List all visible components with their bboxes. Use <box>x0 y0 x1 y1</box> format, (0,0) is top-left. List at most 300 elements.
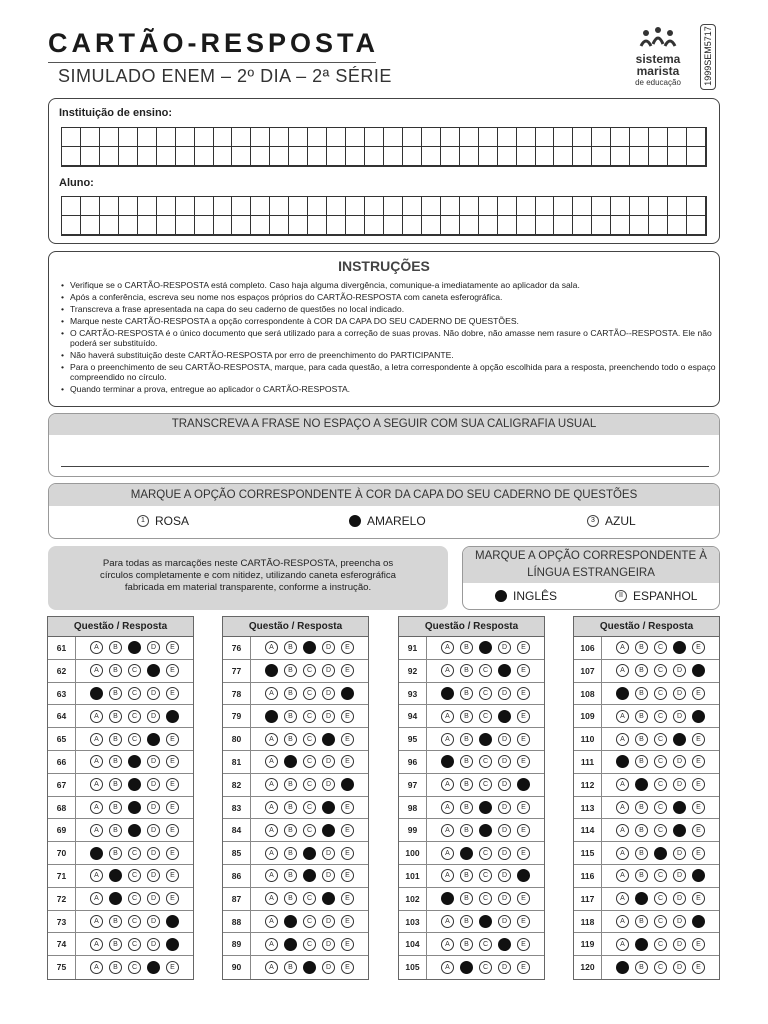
answer-bubble[interactable]: E <box>692 801 705 814</box>
answer-bubble[interactable]: E <box>341 733 354 746</box>
answer-bubble[interactable]: C <box>128 710 141 723</box>
answer-bubble[interactable]: E <box>517 687 530 700</box>
answer-bubble[interactable]: B <box>635 641 648 654</box>
letter-cell[interactable] <box>251 197 270 216</box>
letter-cell[interactable] <box>611 128 630 147</box>
answer-bubble[interactable]: B <box>460 733 473 746</box>
letter-cell[interactable] <box>157 128 176 147</box>
letter-cell[interactable] <box>592 216 611 235</box>
answer-bubble[interactable]: E <box>341 892 354 905</box>
letter-cell[interactable] <box>289 197 308 216</box>
letter-cell[interactable] <box>441 128 460 147</box>
answer-bubble[interactable]: A <box>616 710 629 723</box>
answer-bubble[interactable]: C <box>303 824 316 837</box>
answer-bubble[interactable]: D <box>498 892 511 905</box>
answer-bubble[interactable]: C <box>303 664 316 677</box>
answer-bubble[interactable]: B <box>109 938 122 951</box>
answer-bubble[interactable]: E <box>166 847 179 860</box>
answer-bubble-filled[interactable] <box>166 710 179 723</box>
answer-bubble[interactable]: A <box>441 710 454 723</box>
answer-bubble-filled[interactable] <box>479 641 492 654</box>
letter-cell[interactable] <box>100 147 119 166</box>
answer-bubble[interactable]: E <box>517 961 530 974</box>
answer-bubble[interactable]: A <box>90 892 103 905</box>
letter-cell[interactable] <box>251 216 270 235</box>
letter-cell[interactable] <box>630 147 649 166</box>
answer-bubble[interactable]: E <box>517 824 530 837</box>
answer-bubble[interactable]: A <box>441 733 454 746</box>
answer-bubble[interactable]: D <box>498 869 511 882</box>
answer-bubble[interactable]: E <box>341 664 354 677</box>
answer-bubble[interactable]: B <box>635 824 648 837</box>
answer-bubble[interactable]: D <box>147 915 160 928</box>
answer-bubble-filled[interactable] <box>479 824 492 837</box>
answer-bubble[interactable]: B <box>109 710 122 723</box>
answer-bubble[interactable]: E <box>166 892 179 905</box>
answer-bubble-filled[interactable] <box>692 664 705 677</box>
answer-bubble-filled[interactable] <box>479 915 492 928</box>
answer-bubble[interactable]: E <box>692 824 705 837</box>
answer-bubble[interactable]: A <box>441 915 454 928</box>
answer-bubble[interactable]: D <box>673 664 686 677</box>
cover-option-azul[interactable] <box>587 514 636 528</box>
answer-bubble[interactable]: D <box>673 892 686 905</box>
answer-bubble[interactable]: A <box>265 641 278 654</box>
answer-bubble[interactable]: E <box>517 733 530 746</box>
answer-bubble[interactable]: B <box>460 938 473 951</box>
answer-bubble[interactable]: C <box>654 915 667 928</box>
answer-bubble[interactable]: E <box>517 915 530 928</box>
answer-bubble[interactable]: C <box>128 687 141 700</box>
letter-cell[interactable] <box>573 216 592 235</box>
letter-cell[interactable] <box>403 147 422 166</box>
answer-bubble[interactable]: E <box>166 755 179 768</box>
answer-bubble[interactable]: C <box>654 755 667 768</box>
letter-cell[interactable] <box>460 197 479 216</box>
answer-bubble-filled[interactable] <box>673 733 686 746</box>
answer-bubble-filled[interactable] <box>265 664 278 677</box>
letter-cell[interactable] <box>422 147 441 166</box>
answer-bubble[interactable]: B <box>109 778 122 791</box>
answer-bubble[interactable]: C <box>654 938 667 951</box>
answer-bubble[interactable]: E <box>692 755 705 768</box>
letter-cell[interactable] <box>232 197 251 216</box>
letter-cell[interactable] <box>630 216 649 235</box>
answer-bubble[interactable]: C <box>128 733 141 746</box>
answer-bubble[interactable]: D <box>673 938 686 951</box>
answer-bubble[interactable]: D <box>322 687 335 700</box>
letter-cell[interactable] <box>422 197 441 216</box>
answer-bubble[interactable]: E <box>166 733 179 746</box>
answer-bubble[interactable]: C <box>654 869 667 882</box>
answer-bubble[interactable]: D <box>322 664 335 677</box>
letter-cell[interactable] <box>346 128 365 147</box>
answer-bubble[interactable]: D <box>673 847 686 860</box>
answer-bubble[interactable]: C <box>479 938 492 951</box>
answer-bubble[interactable]: A <box>265 869 278 882</box>
answer-bubble[interactable]: A <box>265 847 278 860</box>
answer-bubble[interactable]: A <box>90 961 103 974</box>
answer-bubble[interactable]: D <box>147 755 160 768</box>
answer-bubble-filled[interactable] <box>498 710 511 723</box>
answer-bubble[interactable]: C <box>654 641 667 654</box>
answer-bubble[interactable]: C <box>479 687 492 700</box>
answer-bubble[interactable]: B <box>284 778 297 791</box>
letter-cell[interactable] <box>611 197 630 216</box>
answer-bubble-filled[interactable] <box>303 847 316 860</box>
answer-bubble[interactable]: D <box>498 801 511 814</box>
letter-cell[interactable] <box>592 147 611 166</box>
letter-cell[interactable] <box>327 216 346 235</box>
letter-cell[interactable] <box>327 147 346 166</box>
answer-bubble[interactable]: E <box>517 710 530 723</box>
answer-bubble[interactable]: B <box>460 892 473 905</box>
answer-bubble[interactable]: A <box>441 824 454 837</box>
answer-bubble-filled[interactable] <box>166 915 179 928</box>
letter-cell[interactable] <box>157 216 176 235</box>
institution-grid[interactable] <box>61 127 707 167</box>
answer-bubble[interactable]: C <box>128 892 141 905</box>
answer-bubble[interactable]: A <box>265 824 278 837</box>
answer-bubble[interactable]: A <box>265 733 278 746</box>
answer-bubble-filled[interactable] <box>673 824 686 837</box>
answer-bubble[interactable]: E <box>341 710 354 723</box>
answer-bubble[interactable]: A <box>616 664 629 677</box>
answer-bubble[interactable]: A <box>616 824 629 837</box>
letter-cell[interactable] <box>157 197 176 216</box>
answer-bubble[interactable]: D <box>322 961 335 974</box>
letter-cell[interactable] <box>81 128 100 147</box>
answer-bubble[interactable]: D <box>673 755 686 768</box>
answer-bubble-filled[interactable] <box>265 710 278 723</box>
letter-cell[interactable] <box>384 197 403 216</box>
letter-cell[interactable] <box>517 216 536 235</box>
answer-bubble[interactable]: E <box>692 778 705 791</box>
answer-bubble-filled[interactable] <box>341 778 354 791</box>
answer-bubble[interactable]: E <box>692 961 705 974</box>
answer-bubble[interactable]: A <box>90 778 103 791</box>
letter-cell[interactable] <box>592 128 611 147</box>
answer-bubble[interactable]: B <box>460 869 473 882</box>
answer-bubble[interactable]: A <box>616 641 629 654</box>
letter-cell[interactable] <box>517 128 536 147</box>
answer-bubble[interactable]: D <box>498 778 511 791</box>
letter-cell[interactable] <box>384 128 403 147</box>
letter-cell[interactable] <box>270 147 289 166</box>
answer-bubble[interactable]: A <box>265 961 278 974</box>
letter-cell[interactable] <box>479 197 498 216</box>
answer-bubble[interactable]: B <box>109 641 122 654</box>
answer-bubble-filled[interactable] <box>673 801 686 814</box>
letter-cell[interactable] <box>195 147 214 166</box>
answer-bubble[interactable]: E <box>166 801 179 814</box>
answer-bubble[interactable]: A <box>441 847 454 860</box>
answer-bubble-filled[interactable] <box>692 869 705 882</box>
letter-cell[interactable] <box>100 128 119 147</box>
letter-cell[interactable] <box>176 147 195 166</box>
answer-bubble[interactable]: D <box>498 824 511 837</box>
answer-bubble[interactable]: D <box>147 847 160 860</box>
answer-bubble[interactable]: C <box>303 755 316 768</box>
letter-cell[interactable] <box>81 216 100 235</box>
answer-bubble[interactable]: A <box>90 938 103 951</box>
answer-bubble[interactable]: D <box>322 755 335 768</box>
answer-bubble[interactable]: B <box>109 687 122 700</box>
letter-cell[interactable] <box>498 216 517 235</box>
answer-bubble[interactable]: D <box>147 938 160 951</box>
letter-cell[interactable] <box>81 147 100 166</box>
answer-bubble[interactable]: A <box>265 755 278 768</box>
answer-bubble-filled[interactable] <box>322 892 335 905</box>
answer-bubble[interactable]: A <box>90 664 103 677</box>
answer-bubble[interactable]: B <box>109 755 122 768</box>
answer-bubble[interactable]: A <box>90 869 103 882</box>
letter-cell[interactable] <box>479 128 498 147</box>
answer-bubble[interactable]: A <box>265 778 278 791</box>
answer-bubble[interactable]: A <box>90 755 103 768</box>
answer-bubble[interactable]: D <box>322 710 335 723</box>
answer-bubble[interactable]: D <box>147 869 160 882</box>
answer-bubble[interactable]: E <box>341 915 354 928</box>
answer-bubble[interactable]: C <box>654 961 667 974</box>
answer-bubble-filled[interactable] <box>322 824 335 837</box>
answer-bubble[interactable]: D <box>322 847 335 860</box>
answer-bubble-filled[interactable] <box>147 733 160 746</box>
answer-bubble[interactable]: D <box>147 801 160 814</box>
letter-cell[interactable] <box>308 216 327 235</box>
answer-bubble[interactable]: B <box>284 801 297 814</box>
letter-cell[interactable] <box>100 197 119 216</box>
answer-bubble[interactable]: E <box>692 641 705 654</box>
letter-cell[interactable] <box>422 216 441 235</box>
letter-cell[interactable] <box>138 197 157 216</box>
letter-cell[interactable] <box>270 216 289 235</box>
letter-cell[interactable] <box>498 147 517 166</box>
letter-cell[interactable] <box>687 128 706 147</box>
answer-bubble[interactable]: B <box>284 869 297 882</box>
answer-bubble[interactable]: C <box>479 869 492 882</box>
letter-cell[interactable] <box>517 197 536 216</box>
answer-bubble[interactable]: D <box>673 961 686 974</box>
answer-bubble[interactable]: B <box>635 801 648 814</box>
letter-cell[interactable] <box>403 197 422 216</box>
answer-bubble[interactable]: E <box>341 824 354 837</box>
answer-bubble[interactable]: B <box>284 641 297 654</box>
answer-bubble[interactable]: C <box>128 664 141 677</box>
answer-bubble[interactable]: C <box>128 869 141 882</box>
answer-bubble-filled[interactable] <box>109 869 122 882</box>
answer-bubble[interactable]: B <box>109 961 122 974</box>
answer-bubble[interactable]: B <box>460 687 473 700</box>
answer-bubble[interactable]: D <box>147 687 160 700</box>
letter-cell[interactable] <box>403 128 422 147</box>
language-option-ingles[interactable] <box>495 589 557 603</box>
letter-cell[interactable] <box>554 197 573 216</box>
letter-cell[interactable] <box>308 197 327 216</box>
answer-bubble[interactable]: D <box>322 778 335 791</box>
answer-bubble[interactable]: A <box>616 892 629 905</box>
letter-cell[interactable] <box>365 197 384 216</box>
letter-cell[interactable] <box>630 197 649 216</box>
answer-bubble-filled[interactable] <box>517 869 530 882</box>
letter-cell[interactable] <box>668 128 687 147</box>
letter-cell[interactable] <box>251 147 270 166</box>
answer-bubble[interactable]: B <box>284 847 297 860</box>
answer-bubble[interactable]: C <box>303 733 316 746</box>
answer-bubble[interactable]: C <box>479 710 492 723</box>
letter-cell[interactable] <box>176 216 195 235</box>
letter-cell[interactable] <box>119 197 138 216</box>
answer-bubble[interactable]: D <box>498 915 511 928</box>
answer-bubble[interactable]: C <box>654 801 667 814</box>
answer-bubble[interactable]: B <box>284 892 297 905</box>
letter-cell[interactable] <box>517 147 536 166</box>
answer-bubble[interactable]: C <box>303 710 316 723</box>
letter-cell[interactable] <box>119 216 138 235</box>
answer-bubble[interactable]: B <box>284 664 297 677</box>
letter-cell[interactable] <box>630 128 649 147</box>
answer-bubble[interactable]: B <box>635 733 648 746</box>
cover-option-bubble[interactable]: 1 <box>137 515 149 527</box>
letter-cell[interactable] <box>649 147 668 166</box>
answer-bubble[interactable]: B <box>284 733 297 746</box>
answer-bubble[interactable]: D <box>498 961 511 974</box>
letter-cell[interactable] <box>214 197 233 216</box>
answer-bubble[interactable]: A <box>616 915 629 928</box>
letter-cell[interactable] <box>668 147 687 166</box>
answer-bubble[interactable]: C <box>128 961 141 974</box>
answer-bubble[interactable]: B <box>460 778 473 791</box>
answer-bubble[interactable]: A <box>441 641 454 654</box>
answer-bubble-filled[interactable] <box>441 687 454 700</box>
letter-cell[interactable] <box>536 197 555 216</box>
answer-bubble[interactable]: B <box>635 847 648 860</box>
letter-cell[interactable] <box>232 147 251 166</box>
answer-bubble[interactable]: B <box>635 710 648 723</box>
letter-cell[interactable] <box>62 147 81 166</box>
answer-bubble[interactable]: C <box>303 778 316 791</box>
answer-bubble[interactable]: E <box>166 687 179 700</box>
answer-bubble[interactable]: B <box>635 664 648 677</box>
letter-cell[interactable] <box>214 216 233 235</box>
answer-bubble-filled[interactable] <box>303 961 316 974</box>
letter-cell[interactable] <box>592 197 611 216</box>
answer-bubble[interactable]: B <box>109 824 122 837</box>
answer-bubble-filled[interactable] <box>654 847 667 860</box>
answer-bubble-filled[interactable] <box>322 801 335 814</box>
answer-bubble[interactable]: C <box>654 710 667 723</box>
letter-cell[interactable] <box>100 216 119 235</box>
answer-bubble[interactable]: E <box>517 755 530 768</box>
answer-bubble[interactable]: E <box>517 847 530 860</box>
letter-cell[interactable] <box>554 147 573 166</box>
student-name-grid[interactable] <box>61 196 707 236</box>
answer-bubble[interactable]: D <box>673 710 686 723</box>
answer-bubble[interactable]: B <box>109 915 122 928</box>
letter-cell[interactable] <box>289 216 308 235</box>
letter-cell[interactable] <box>270 197 289 216</box>
letter-cell[interactable] <box>460 128 479 147</box>
answer-bubble[interactable]: A <box>616 869 629 882</box>
answer-bubble-filled[interactable] <box>460 961 473 974</box>
answer-bubble[interactable]: A <box>265 892 278 905</box>
answer-bubble-filled[interactable] <box>616 687 629 700</box>
answer-bubble[interactable]: B <box>109 664 122 677</box>
answer-bubble[interactable]: E <box>166 824 179 837</box>
answer-bubble[interactable]: C <box>479 847 492 860</box>
answer-bubble[interactable]: C <box>303 938 316 951</box>
answer-bubble[interactable]: E <box>692 847 705 860</box>
letter-cell[interactable] <box>384 147 403 166</box>
answer-bubble[interactable]: D <box>673 869 686 882</box>
answer-bubble[interactable]: B <box>284 824 297 837</box>
letter-cell[interactable] <box>346 147 365 166</box>
answer-bubble[interactable]: B <box>109 847 122 860</box>
answer-bubble[interactable]: C <box>479 961 492 974</box>
answer-bubble[interactable]: A <box>616 847 629 860</box>
letter-cell[interactable] <box>81 197 100 216</box>
answer-bubble[interactable]: E <box>341 801 354 814</box>
answer-bubble-filled[interactable] <box>635 892 648 905</box>
answer-bubble-filled[interactable] <box>147 961 160 974</box>
answer-bubble-filled[interactable] <box>284 915 297 928</box>
answer-bubble[interactable]: E <box>517 801 530 814</box>
answer-bubble[interactable]: C <box>479 755 492 768</box>
letter-cell[interactable] <box>687 216 706 235</box>
answer-bubble[interactable]: A <box>441 664 454 677</box>
answer-bubble-filled[interactable] <box>128 824 141 837</box>
answer-bubble[interactable]: A <box>616 938 629 951</box>
letter-cell[interactable] <box>573 197 592 216</box>
letter-cell[interactable] <box>289 128 308 147</box>
letter-cell[interactable] <box>498 197 517 216</box>
answer-bubble[interactable]: D <box>322 869 335 882</box>
cover-option-bubble-filled[interactable] <box>349 515 361 527</box>
answer-bubble-filled[interactable] <box>147 664 160 677</box>
letter-cell[interactable] <box>649 197 668 216</box>
letter-cell[interactable] <box>214 128 233 147</box>
answer-bubble-filled[interactable] <box>128 755 141 768</box>
answer-bubble[interactable]: E <box>517 938 530 951</box>
answer-bubble[interactable]: B <box>635 869 648 882</box>
letter-cell[interactable] <box>176 128 195 147</box>
letter-cell[interactable] <box>119 147 138 166</box>
letter-cell[interactable] <box>573 147 592 166</box>
cover-option-rosa[interactable] <box>137 514 189 528</box>
letter-cell[interactable] <box>554 128 573 147</box>
answer-bubble[interactable]: C <box>128 847 141 860</box>
answer-bubble[interactable]: A <box>90 915 103 928</box>
letter-cell[interactable] <box>479 216 498 235</box>
answer-bubble-filled[interactable] <box>284 755 297 768</box>
letter-cell[interactable] <box>270 128 289 147</box>
answer-bubble[interactable]: E <box>166 664 179 677</box>
letter-cell[interactable] <box>536 216 555 235</box>
letter-cell[interactable] <box>62 197 81 216</box>
answer-bubble[interactable]: A <box>616 733 629 746</box>
answer-bubble[interactable]: D <box>147 778 160 791</box>
answer-bubble[interactable]: E <box>517 664 530 677</box>
letter-cell[interactable] <box>554 216 573 235</box>
answer-bubble[interactable]: C <box>479 778 492 791</box>
answer-bubble[interactable]: D <box>498 755 511 768</box>
answer-bubble[interactable]: E <box>341 847 354 860</box>
answer-bubble-filled[interactable] <box>692 915 705 928</box>
answer-bubble[interactable]: C <box>654 778 667 791</box>
answer-bubble[interactable]: E <box>692 687 705 700</box>
answer-bubble[interactable]: E <box>692 892 705 905</box>
answer-bubble[interactable]: C <box>654 824 667 837</box>
